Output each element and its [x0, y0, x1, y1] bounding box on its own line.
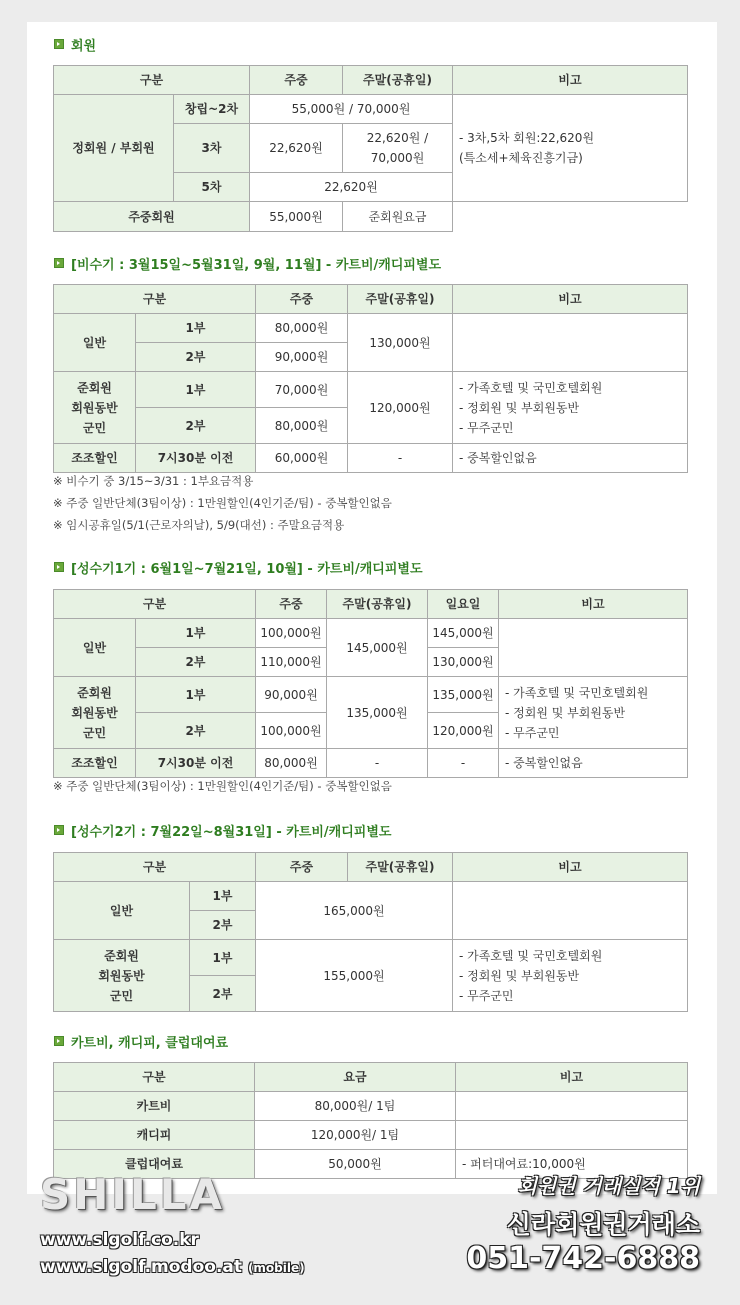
website-link[interactable]: www.slgolf.co.kr	[40, 1230, 199, 1250]
section-title-peak-season-1: [성수기1기 : 6월1일~7월21일, 10월] - 카트비/캐디피별도	[54, 557, 423, 577]
peak-season-1-fee-table	[53, 589, 688, 778]
table-row: 2부 80,000원	[54, 408, 688, 444]
table-header-row: 구분 주중 주말(공휴일) 비고	[54, 66, 688, 95]
table-header-row: 구분 주중 주말(공휴일) 일요일 비고	[54, 590, 688, 619]
table-row: 2부	[54, 976, 688, 1012]
table-row: 조조할인 7시30분 이전 80,000원 - - - 중복할인없음	[54, 749, 688, 778]
arrow-bullet-icon	[54, 1036, 64, 1046]
off-season-fee-table	[53, 284, 688, 473]
table-row: 5차 22,620원	[54, 173, 688, 202]
peak-season-2-fee-table	[53, 852, 688, 1012]
section-title-membership: 회원	[54, 34, 96, 54]
table-row: 3차 22,620원 22,620원 / 70,000원	[54, 124, 688, 173]
phone-number: 051-742-6888	[466, 1241, 700, 1276]
table-row: 준회원 회원동반 군민 1부 90,000원 135,000원 135,000원 - 가족호텔 및 국민호텔회원 - 정회원 및 부회원동반 - 무주군민	[54, 677, 688, 713]
table-row: 정회원 / 부회원 창립~2차 55,000원 / 70,000원 - 3차,5차 회원:22,620원 (특소세+체육진흥기금)	[54, 95, 688, 124]
table-header-row: 구분 요금 비고	[54, 1063, 688, 1092]
table-row: 클럽대여료 50,000원 - 퍼터대여료:10,000원	[54, 1150, 688, 1179]
footnote-list: ※ 비수기 중 3/15~3/31 : 1부요금적용 ※ 주중 일반단체(3팀이상) : 1만원할인(4인기준/팀) - 중복할인없음 ※ 임시공휴일(5/1(근로자의날), 5/9(대선) : 주말요금적용	[53, 474, 392, 532]
membership-fee-table	[53, 65, 688, 232]
arrow-bullet-icon	[54, 258, 64, 268]
table-row: 캐디피 120,000원/ 1팀	[54, 1121, 688, 1150]
table-row: 2부 90,000원	[54, 343, 688, 372]
table-row: 일반 1부 80,000원 130,000원	[54, 314, 688, 343]
company-name: 신라회원권거래소	[506, 1210, 700, 1239]
arrow-bullet-icon	[54, 562, 64, 572]
table-row: 2부	[54, 911, 688, 940]
section-title-off-season: [비수기 : 3월15일~5월31일, 9월, 11월] - 카트비/캐디피별도	[54, 253, 441, 273]
table-header-row: 구분 주중 주말(공휴일) 비고	[54, 853, 688, 882]
table-header-row: 구분 주중 주말(공휴일) 비고	[54, 285, 688, 314]
footnote: ※ 주중 일반단체(3팀이상) : 1만원할인(4인기준/팀) - 중복할인없음	[53, 779, 392, 793]
table-row: 카트비 80,000원/ 1팀	[54, 1092, 688, 1121]
mobile-website-link[interactable]: www.slgolf.modoo.at (mobile)	[40, 1257, 305, 1277]
slogan: 회원권 거래실적 1위	[517, 1174, 700, 1198]
arrow-bullet-icon	[54, 39, 64, 49]
table-row: 2부 110,000원 130,000원	[54, 648, 688, 677]
shilla-logo: SHILLA	[40, 1170, 226, 1219]
table-row: 주중회원 55,000원 준회원요금	[54, 202, 688, 232]
extra-fees-table	[53, 1062, 688, 1179]
section-title-extra-fees: 카트비, 캐디피, 클럽대여료	[54, 1031, 228, 1051]
section-title-peak-season-2: [성수기2기 : 7월22일~8월31일] - 카트비/캐디피별도	[54, 820, 391, 840]
table-row: 일반 1부 100,000원 145,000원 145,000원	[54, 619, 688, 648]
table-row: 2부 100,000원 120,000원	[54, 713, 688, 749]
table-row: 조조할인 7시30분 이전 60,000원 - - 중복할인없음	[54, 444, 688, 473]
table-row: 일반 1부 165,000원	[54, 882, 688, 911]
table-row: 준회원 회원동반 군민 1부 70,000원 120,000원 - 가족호텔 및 국민호텔회원 - 정회원 및 부회원동반 - 무주군민	[54, 372, 688, 408]
table-row: 준회원 회원동반 군민 1부 155,000원 - 가족호텔 및 국민호텔회원 - 정회원 및 부회원동반 - 무주군민	[54, 940, 688, 976]
arrow-bullet-icon	[54, 825, 64, 835]
